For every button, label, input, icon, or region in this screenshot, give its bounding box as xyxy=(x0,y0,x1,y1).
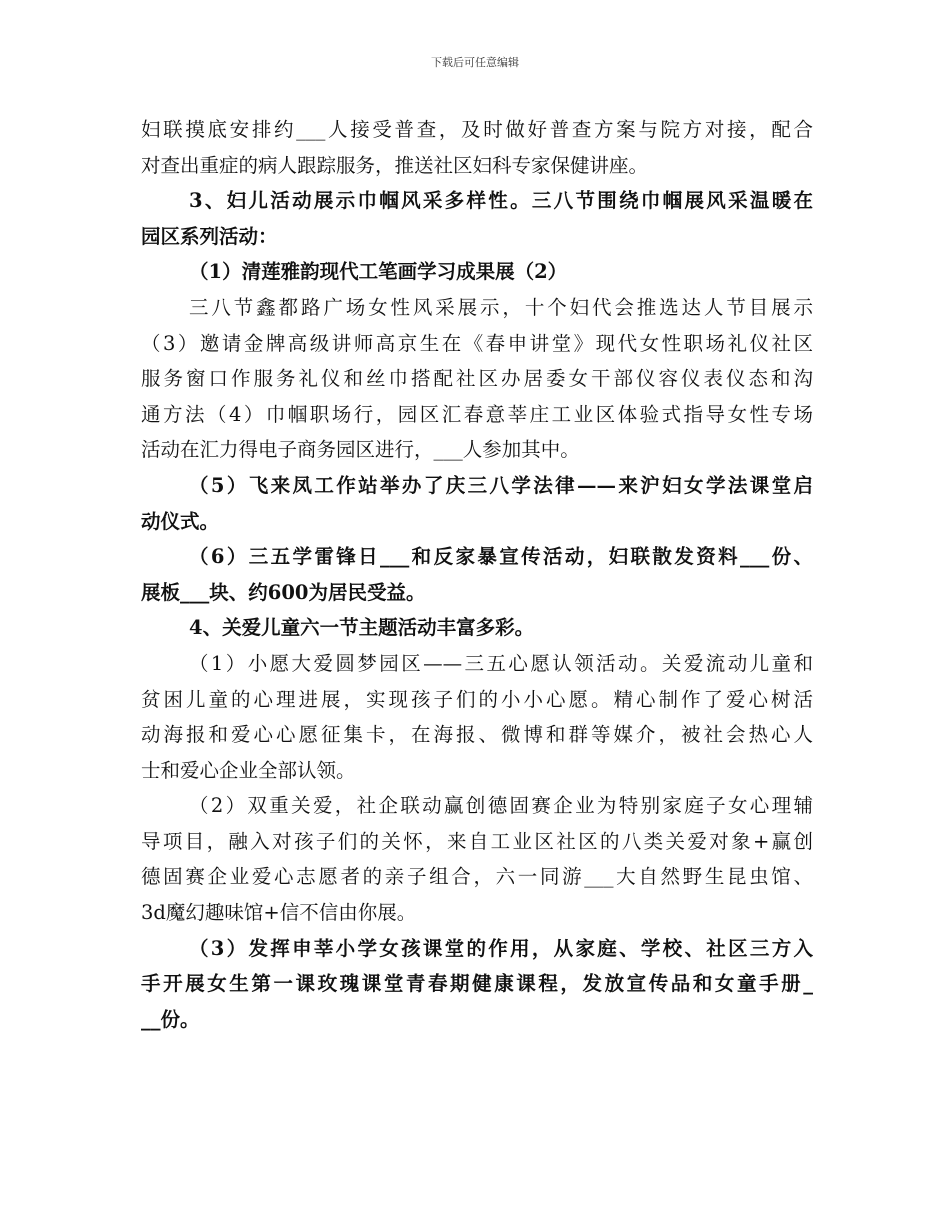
text-line: 通方法（4）巾帼职场行，园区汇春意莘庄工业区体验式指导女性专场 xyxy=(141,402,813,426)
text-line: 动海报和爱心心愿征集卡，在海报、微博和群等媒介，被社会热心人 xyxy=(141,723,813,747)
text-line: 3d魔幻趣味馆+信不信由你展。 xyxy=(141,901,417,925)
text-line: （2）双重关爱，社企联动赢创德固赛企业为特别家庭子女心理辅 xyxy=(189,794,813,818)
text-line: 3、妇儿活动展示巾帼风采多样性。三八节围绕巾帼展风采温暖在 xyxy=(189,189,813,213)
text-line: （3）发挥申莘小学女孩课堂的作用，从家庭、学校、社区三方入 xyxy=(189,936,813,960)
document-body xyxy=(141,112,813,1037)
text-line: 服务窗口作服务礼仪和丝巾搭配社区办居委女干部仪容仪表仪态和沟 xyxy=(141,367,813,391)
text-line: 导项目，融入对孩子们的关怀，来自工业区社区的八类关爱对象+赢创 xyxy=(141,829,813,853)
text-line: 展板___块、约600为居民受益。 xyxy=(141,580,426,604)
text-line: （5）飞来凤工作站举办了庆三八学法律——来沪妇女学法课堂启 xyxy=(189,473,813,497)
text-line: 德固赛企业爱心志愿者的亲子组合，六一同游___大自然野生昆虫馆、 xyxy=(141,865,813,889)
text-line: 贫困儿童的心理进展，实现孩子们的小小心愿。精心制作了爱心树活 xyxy=(141,687,813,711)
text-line: （6）三五学雷锋日___和反家暴宣传活动，妇联散发资料___份、 xyxy=(189,545,813,569)
text-line: 手开展女生第一课玫瑰课堂青春期健康课程，发放宣传品和女童手册_ xyxy=(141,972,813,996)
text-line: 对查出重症的病人跟踪服务，推送社区妇科专家保健讲座。 xyxy=(141,153,649,177)
text-line: 活动在汇力得电子商务园区进行，___人参加其中。 xyxy=(141,438,580,462)
text-line: 4、关爱儿童六一节主题活动丰富多彩。 xyxy=(189,616,535,640)
text-line: （1）小愿大爱圆梦园区——三五心愿认领活动。关爱流动儿童和 xyxy=(189,651,813,675)
text-line: 动仪式。 xyxy=(141,509,220,533)
text-line: （3）邀请金牌高级讲师高京生在《春申讲堂》现代女性职场礼仪社区 xyxy=(141,331,813,355)
text-line: （1）清莲雅韵现代工笔画学习成果展（2） xyxy=(189,260,568,284)
page-header: 下载后可任意编辑 xyxy=(431,56,519,69)
text-line: __份。 xyxy=(141,1007,200,1031)
text-line: 妇联摸底安排约___人接受普查，及时做好普查方案与院方对接，配合 xyxy=(141,118,813,141)
text-line: 三八节鑫都路广场女性风采展示，十个妇代会推选达人节目展示 xyxy=(189,295,813,319)
text-line: 士和爱心企业全部认领。 xyxy=(141,758,356,782)
text-line: 园区系列活动： xyxy=(141,224,278,248)
